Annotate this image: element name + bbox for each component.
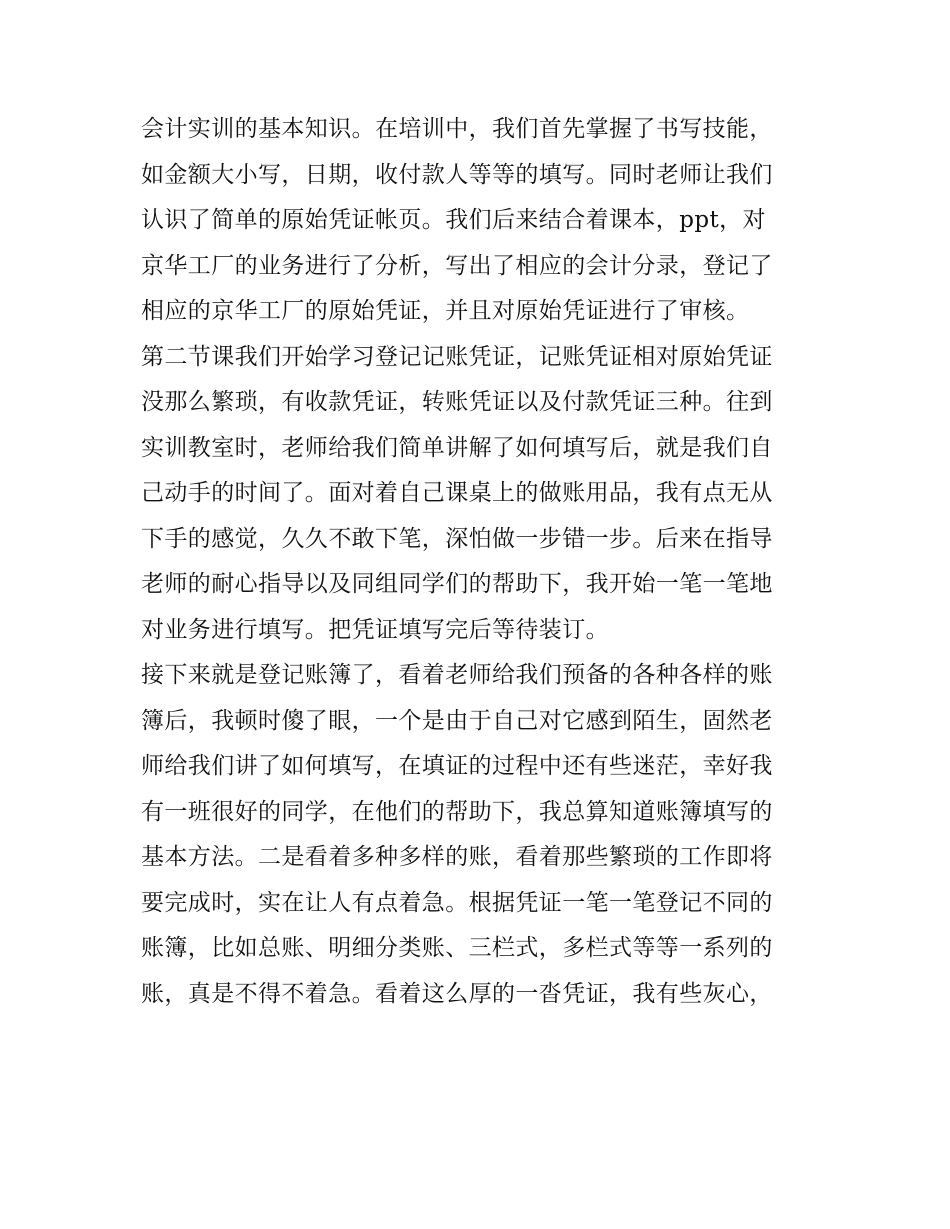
text-line: 接下来就是登记账簿了，看着老师给我们预备的各种各样的账 [141, 662, 773, 688]
text-line: 师给我们讲了如何填写，在填证的过程中还有些迷茫，幸好我 [141, 753, 773, 779]
text-line: 下手的感觉，久久不敢下笔，深怕做一步错一步。后来在指导 [141, 525, 773, 552]
text-line: 相应的京华工厂的原始凭证，并且对原始凭证进行了审核。 [141, 298, 750, 324]
text-line: 要完成时，实在让人有点着急。根据凭证一笔一笔登记不同的 [141, 889, 773, 916]
text-line: 认识了简单的原始凭证帐页。我们后来结合着课本，ppt，对 [141, 207, 766, 233]
text-line: 己动手的时间了。面对着自己课桌上的做账用品，我有点无从 [141, 480, 773, 506]
text-line: 第二节课我们开始学习登记记账凭证，记账凭证相对原始凭证 [141, 343, 773, 370]
paragraph-3 [141, 653, 821, 1017]
text-line: 基本方法。二是看着多种多样的账，看着那些繁琐的工作即将 [141, 844, 773, 870]
text-line: 会计实训的基本知识。在培训中，我们首先掌握了书写技能， [141, 116, 773, 142]
document-body [141, 107, 821, 1017]
text-line: 账，真是不得不着急。看着这么厚的一沓凭证，我有些灰心， [141, 980, 773, 1007]
text-line: 没那么繁琐，有收款凭证，转账凭证以及付款凭证三种。往到 [141, 389, 773, 415]
text-line: 账簿，比如总账、明细分类账、三栏式，多栏式等等一系列的 [141, 935, 773, 961]
text-line: 有一班很好的同学，在他们的帮助下，我总算知道账簿填写的 [141, 798, 773, 825]
text-line: 对业务进行填写。把凭证填写完后等待装订。 [141, 616, 609, 643]
text-line: 如金额大小写，日期，收付款人等等的填写。同时老师让我们 [141, 161, 773, 188]
text-line: 老师的耐心指导以及同组同学们的帮助下，我开始一笔一笔地 [141, 571, 773, 597]
text-line: 簿后，我顿时傻了眼，一个是由于自己对它感到陌生，固然老 [141, 707, 773, 734]
text-line: 实训教室时，老师给我们简单讲解了如何填写后，就是我们自 [141, 434, 773, 461]
paragraph-2 [141, 335, 821, 654]
text-line: 京华工厂的业务进行了分析，写出了相应的会计分录，登记了 [141, 252, 773, 279]
paragraph-1 [141, 107, 821, 335]
